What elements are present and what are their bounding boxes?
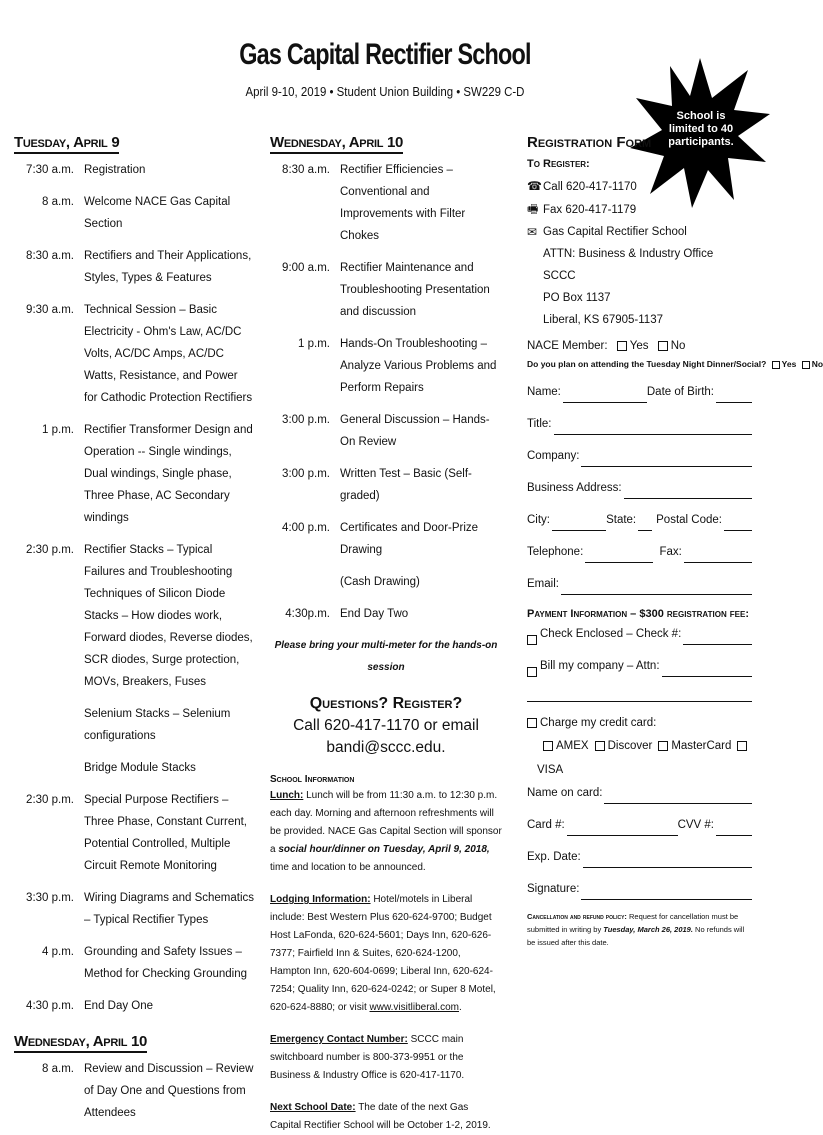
day-one-item bbox=[14, 245, 254, 289]
schedule-time bbox=[270, 571, 340, 593]
fax-label: Fax: bbox=[659, 546, 682, 558]
schedule-description: Written Test – Basic (Self-graded) bbox=[340, 468, 472, 502]
email-label: Email: bbox=[527, 578, 559, 590]
signature-field[interactable] bbox=[581, 885, 752, 900]
telephone-label: Telephone: bbox=[527, 546, 584, 558]
email-field[interactable] bbox=[561, 580, 752, 595]
cancellation-label: Cancellation and refund policy: bbox=[527, 912, 627, 921]
mail-address-line: Gas Capital Rectifier School bbox=[543, 226, 687, 238]
schedule-description: Registration bbox=[84, 164, 146, 176]
card-type-checkbox[interactable] bbox=[543, 741, 553, 751]
mail-address bbox=[527, 221, 752, 331]
bill-extra-field[interactable] bbox=[527, 687, 752, 702]
schedule-time: 9:30 a.m. bbox=[26, 304, 74, 316]
state-field[interactable] bbox=[638, 516, 652, 531]
card-number-row bbox=[527, 814, 752, 836]
charge-label: Charge my credit card: bbox=[540, 717, 657, 729]
lunch-info bbox=[270, 787, 502, 877]
dinner-no-label: No bbox=[811, 359, 823, 369]
day-one-item bbox=[14, 941, 254, 985]
dinner-question-text: Do you plan on attending the Tuesday Night Dinner/Social? bbox=[527, 359, 767, 369]
zip-label: Postal Code: bbox=[656, 514, 722, 526]
multimeter-note: Please bring your multi-meter for the hands-on session bbox=[274, 640, 498, 673]
day-two-item bbox=[270, 333, 502, 399]
check-row bbox=[527, 623, 752, 645]
schedule-time: 3:00 p.m. bbox=[282, 414, 330, 426]
address-row bbox=[527, 477, 752, 499]
telephone-field[interactable] bbox=[585, 548, 653, 563]
day-one-item bbox=[14, 539, 254, 693]
bill-label: Bill my company – Attn: bbox=[540, 660, 660, 672]
card-type-checkbox[interactable] bbox=[658, 741, 668, 751]
day-one-item bbox=[14, 995, 254, 1017]
city-field[interactable] bbox=[552, 516, 606, 531]
registration-heading: Registration Form bbox=[527, 134, 652, 151]
exp-row bbox=[527, 846, 752, 868]
page-title: Gas Capital Rectifier School bbox=[239, 38, 531, 71]
day-one-item bbox=[14, 299, 254, 409]
capacity-note: School is limited to 40 participants. bbox=[668, 110, 734, 148]
schedule-description: Selenium Stacks – Selenium configurations bbox=[84, 708, 231, 742]
name-on-card-row bbox=[527, 782, 752, 804]
lodging-info: Lodging Information: Hotel/motels in Liberal include: Best Western Plus 620-624-9700; Budget Host LaFonda, 620-624-5601; Days Inn, 620-626-7377; Fairfield Inn & Suites, 620-624-1200, Hampton Inn, 620-604-0699; Liberal Inn, 620-624-7254; Quality Inn, 620-624-0242; or Super 8 Motel, 620-624-8880; or visit www.visitliberal.com. bbox=[270, 894, 496, 1013]
day-one-item bbox=[14, 191, 254, 235]
signature-label: Signature: bbox=[527, 883, 580, 895]
schedule-description: Review and Discussion – Review of Day One and Questions from Attendees bbox=[84, 1063, 254, 1119]
cancellation-text: Request for cancellation must be submitted in writing by bbox=[527, 912, 739, 934]
schedule-time: 2:30 p.m. bbox=[26, 544, 74, 556]
social-hour-note: social hour/dinner on Tuesday, April 9, 2018, bbox=[278, 844, 490, 855]
registration-form bbox=[527, 133, 823, 949]
bill-checkbox[interactable] bbox=[527, 667, 537, 677]
schedule-time: 8:30 a.m. bbox=[26, 250, 74, 262]
title-row bbox=[527, 413, 752, 435]
nace-no-label: No bbox=[670, 340, 686, 352]
schedule-time: 3:30 p.m. bbox=[26, 892, 74, 904]
emergency-info bbox=[270, 1031, 502, 1085]
schedule-description: Rectifier Stacks – Typical Failures and Troubleshooting Techniques of Silicon Diode Stacks – How diodes work, Forward diodes, Reverse diodes, SCR diodes, Surge protection, MOVs, Breakers, Fuses bbox=[84, 544, 253, 688]
lunch-text-end: time and location to be announced. bbox=[270, 862, 426, 873]
schedule-time bbox=[14, 703, 84, 747]
cvv-field[interactable] bbox=[716, 821, 752, 836]
schedule-description: Certificates and Door-Prize Drawing bbox=[340, 522, 479, 556]
lodging-label: Lodging Information: bbox=[270, 894, 371, 905]
schedule-description: Rectifier Transformer Design and Operation -- Single windings, Dual windings, Single phase, Three Phase, AC Secondary windings bbox=[84, 424, 253, 524]
cancellation-date: Tuesday, March 26, 2019. bbox=[603, 925, 693, 934]
emergency-text: SCCC main switchboard number is 800-373-9951 or the Business & Industry Office is 620-417-1170. bbox=[270, 1034, 465, 1081]
school-info-heading: School Information bbox=[270, 774, 355, 785]
day-two-heading: Wednesday, April 10 bbox=[270, 134, 403, 154]
dob-field[interactable] bbox=[716, 388, 752, 403]
day-one-item bbox=[14, 159, 254, 181]
day-two-item bbox=[270, 603, 502, 625]
check-number-field[interactable] bbox=[683, 630, 752, 645]
questions-contact[interactable]: Call 620-417-1170 or email bandi@sccc.edu. bbox=[293, 717, 479, 756]
phone-line bbox=[527, 175, 752, 198]
city-row bbox=[527, 509, 752, 531]
mail-address-line: Liberal, KS 67905-1137 bbox=[543, 314, 663, 326]
cancellation-text-end: No refunds will be issued after this date. bbox=[527, 925, 745, 947]
schedule-description: Welcome NACE Gas Capital Section bbox=[84, 196, 231, 230]
name-field[interactable] bbox=[563, 388, 647, 403]
phone-icon: ☎ bbox=[527, 179, 542, 193]
phone-text: Call 620-417-1170 bbox=[543, 181, 637, 193]
dinner-yes-label: Yes bbox=[781, 359, 797, 369]
card-options bbox=[527, 734, 752, 782]
day-two-item bbox=[270, 571, 502, 593]
state-label: State: bbox=[606, 514, 637, 526]
card-number-field[interactable] bbox=[567, 821, 678, 836]
email-row bbox=[527, 573, 752, 595]
day-two-column bbox=[270, 133, 502, 1135]
company-field[interactable] bbox=[581, 452, 752, 467]
schedule-time: 2:30 p.m. bbox=[26, 794, 74, 806]
card-type-label: Discover bbox=[607, 740, 653, 752]
charge-row bbox=[527, 712, 752, 734]
day-one-item bbox=[14, 757, 254, 779]
to-register-label: To Register: bbox=[527, 158, 590, 170]
fax-field[interactable] bbox=[684, 548, 752, 563]
cancellation-policy bbox=[527, 910, 752, 949]
day-one-item bbox=[14, 789, 254, 877]
bill-row bbox=[527, 655, 752, 677]
exp-field[interactable] bbox=[583, 853, 752, 868]
nace-member bbox=[527, 335, 752, 357]
schedule-description: Rectifiers and Their Applications, Styles, Types & Features bbox=[84, 250, 252, 284]
day-two-item bbox=[270, 159, 502, 247]
cvv-label: CVV #: bbox=[677, 819, 714, 831]
mail-address-line: SCCC bbox=[543, 270, 576, 282]
name-on-card-label: Name on card: bbox=[527, 787, 603, 799]
card-type-checkbox[interactable] bbox=[737, 741, 747, 751]
mail-address-line: PO Box 1137 bbox=[543, 292, 611, 304]
zip-field[interactable] bbox=[724, 516, 752, 531]
schedule-description: Grounding and Safety Issues – Method for Checking Grounding bbox=[84, 946, 248, 980]
emergency-label: Emergency Contact Number: bbox=[270, 1034, 408, 1045]
fax-line bbox=[527, 198, 752, 221]
day-two-item bbox=[270, 517, 502, 561]
name-row bbox=[527, 381, 752, 403]
day-two-item bbox=[270, 463, 502, 507]
name-on-card-field[interactable] bbox=[604, 789, 752, 804]
card-number-label: Card #: bbox=[527, 819, 565, 831]
fax-icon: 🖷 bbox=[527, 202, 539, 216]
schedule-time: 1 p.m. bbox=[42, 424, 74, 436]
schedule-description: General Discussion – Hands-On Review bbox=[340, 414, 490, 448]
schedule-time: 7:30 a.m. bbox=[26, 164, 74, 176]
next-school-text: The date of the next Gas Capital Rectifier School will be October 1-2, 2019. bbox=[270, 1102, 491, 1131]
name-label: Name: bbox=[527, 386, 561, 398]
lodging-text: Hotel/motels in Liberal include: Best Western Plus 620-624-9700; Budget Host LaFonda, 620-624-5601; Days Inn, 620-626-7377; Fairfield Inn & Suites, 620-624-1200, Hampton Inn, 620-604-0699; Liberal Inn, 620-624-7254; Quality Inn, 620-624-0242; or Super 8 Motel, 620-624-8880; or visit bbox=[270, 894, 496, 1013]
city-label: City: bbox=[527, 514, 550, 526]
address-label: Business Address: bbox=[527, 482, 622, 494]
dinner-yes-checkbox[interactable] bbox=[772, 361, 780, 369]
day-two-schedule bbox=[270, 159, 502, 625]
dinner-question bbox=[527, 357, 823, 371]
charge-checkbox[interactable] bbox=[527, 718, 537, 728]
schedule-description: End Day Two bbox=[340, 608, 409, 620]
nace-no-checkbox[interactable] bbox=[658, 341, 668, 351]
company-label: Company: bbox=[527, 450, 580, 462]
schedule-time: 9:00 a.m. bbox=[282, 262, 330, 274]
schedule-description: Hands-On Troubleshooting – Analyze Various Problems and Perform Repairs bbox=[340, 338, 497, 394]
address-field[interactable] bbox=[624, 484, 752, 499]
payment-heading: Payment Information – $300 registration fee: bbox=[527, 608, 749, 620]
check-checkbox[interactable] bbox=[527, 635, 537, 645]
next-school-info bbox=[270, 1099, 502, 1135]
lunch-label: Lunch: bbox=[270, 790, 304, 801]
schedule-description: Rectifier Efficiencies – Conventional and Improvements with Filter Chokes bbox=[340, 164, 466, 242]
day-one-item bbox=[14, 887, 254, 931]
nace-yes-checkbox[interactable] bbox=[617, 341, 627, 351]
day-two-left-item bbox=[14, 1058, 254, 1124]
schedule-time: 8 a.m. bbox=[42, 196, 74, 208]
day-one-item bbox=[14, 703, 254, 747]
day-two-item bbox=[270, 409, 502, 453]
mail-icon: ✉ bbox=[527, 225, 538, 239]
title-label: Title: bbox=[527, 418, 552, 430]
schedule-description: Special Purpose Rectifiers – Three Phase, Constant Current, Potential Controlled, Multiple Circuit Remote Monitoring bbox=[84, 794, 247, 872]
fax-text: Fax 620-417-1179 bbox=[543, 204, 637, 216]
title-field[interactable] bbox=[554, 420, 753, 435]
day-two-heading-left: Wednesday, April 10 bbox=[14, 1033, 147, 1053]
event-dates-location: April 9-10, 2019 • Student Union Building • SW229 C-D bbox=[245, 84, 525, 99]
check-label: Check Enclosed – Check #: bbox=[540, 628, 682, 640]
next-school-label: Next School Date: bbox=[270, 1102, 356, 1113]
schedule-description: (Cash Drawing) bbox=[340, 576, 420, 588]
schedule-time: 8:30 a.m. bbox=[282, 164, 330, 176]
day-one-item bbox=[14, 419, 254, 529]
dob-label: Date of Birth: bbox=[646, 386, 714, 398]
dinner-no-checkbox[interactable] bbox=[802, 361, 810, 369]
day-one-column bbox=[14, 133, 254, 1134]
telephone-row bbox=[527, 541, 752, 563]
schedule-description: Bridge Module Stacks bbox=[84, 762, 196, 774]
day-two-item bbox=[270, 257, 502, 323]
day-one-schedule bbox=[14, 159, 254, 1017]
card-type-label: MasterCard bbox=[671, 740, 732, 752]
signature-row bbox=[527, 878, 752, 900]
bill-extra-row bbox=[527, 687, 752, 702]
nace-yes-label: Yes bbox=[629, 340, 649, 352]
company-row bbox=[527, 445, 752, 467]
schedule-time: 4:00 p.m. bbox=[282, 522, 330, 534]
schedule-time: 4:30p.m. bbox=[285, 608, 330, 620]
schedule-description: Technical Session – Basic Electricity - Ohm's Law, AC/DC Volts, AC/DC Amps, AC/DC Watts, Resistance, and Power for Cathodic Protection Rectifiers bbox=[84, 304, 253, 404]
schedule-time: 3:00 p.m. bbox=[282, 468, 330, 480]
card-type-label: AMEX bbox=[556, 740, 589, 752]
schedule-time: 8 a.m. bbox=[42, 1063, 74, 1075]
lodging-link[interactable]: www.visitliberal.com bbox=[369, 1002, 459, 1013]
bill-attn-field[interactable] bbox=[662, 662, 752, 677]
questions-heading: Questions? Register? bbox=[309, 695, 463, 712]
mail-lines bbox=[543, 221, 713, 331]
schedule-time: 4:30 p.m. bbox=[26, 1000, 74, 1012]
card-type-checkbox[interactable] bbox=[595, 741, 605, 751]
day-one-heading: Tuesday, April 9 bbox=[14, 134, 119, 154]
exp-label: Exp. Date: bbox=[527, 851, 581, 863]
day-two-schedule-start bbox=[14, 1058, 254, 1124]
schedule-description: End Day One bbox=[84, 1000, 154, 1012]
card-type-label: VISA bbox=[537, 764, 564, 776]
schedule-time bbox=[14, 757, 84, 779]
schedule-description: Wiring Diagrams and Schematics – Typical Rectifier Types bbox=[84, 892, 255, 926]
nace-label: NACE Member: bbox=[527, 340, 608, 352]
schedule-time: 4 p.m. bbox=[42, 946, 74, 958]
schedule-time: 1 p.m. bbox=[298, 338, 330, 350]
schedule-description: Rectifier Maintenance and Troubleshooting Presentation and discussion bbox=[340, 262, 490, 318]
lunch-text: Lunch will be from 11:30 a.m. to 12:30 p.m. each day. Morning and afternoon refreshments will be provided. NACE Gas Capital Section will sponsor a bbox=[270, 790, 502, 855]
mail-address-line: ATTN: Business & Industry Office bbox=[543, 248, 714, 260]
